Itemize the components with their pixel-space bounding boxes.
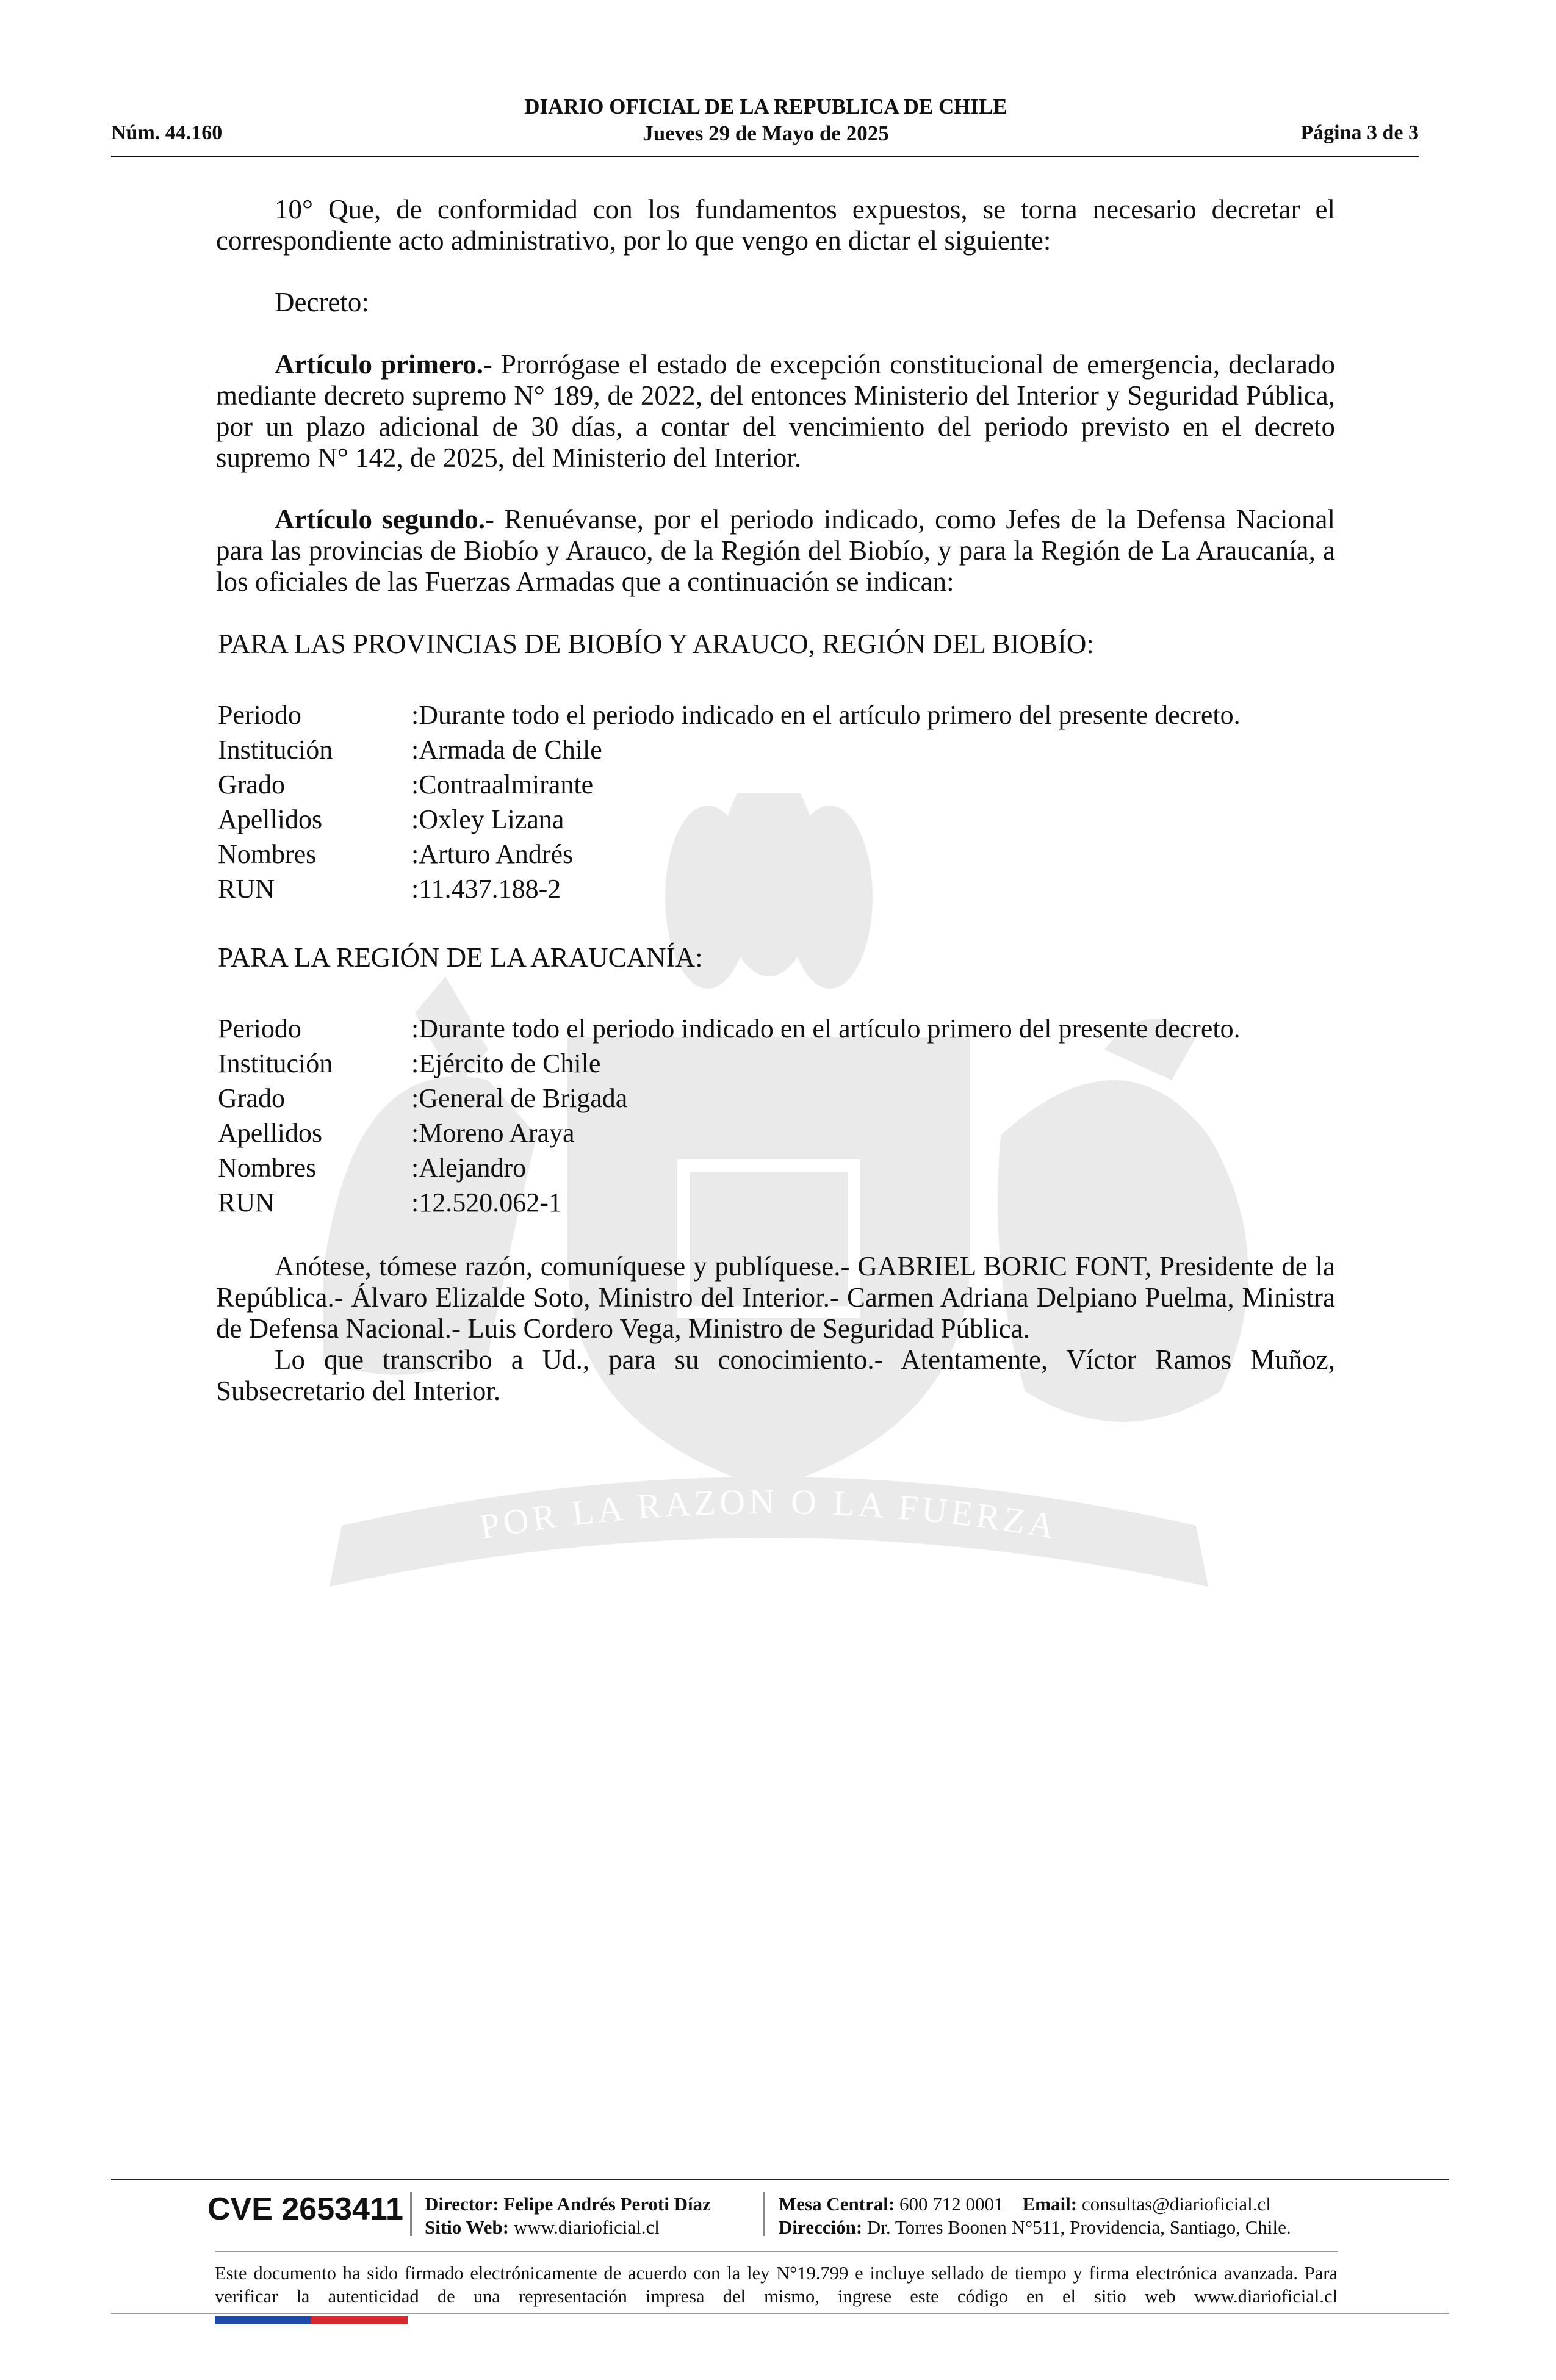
closing-paragraph <box>216 1251 1335 1344</box>
field-label: Grado <box>218 1083 285 1113</box>
footer-mid-divider <box>215 2251 1338 2252</box>
site-line <box>425 2215 660 2239</box>
article-first-label: Artículo primero.- <box>275 349 492 380</box>
section-1-row <box>218 837 573 871</box>
paragraph-10-text: 10° Que, de conformidad con los fundamentos expuestos, se torna necesario decretar el correspondiente acto administrativo, por lo que vengo en dictar el siguiente: <box>216 194 1335 256</box>
section-2-row <box>218 1011 1241 1046</box>
field-value: :Ejército de Chile <box>411 1048 601 1078</box>
section-1-row <box>218 767 593 802</box>
flag-stripe-blue <box>215 2316 311 2324</box>
section-1-heading: PARA LAS PROVINCIAS DE BIOBÍO Y ARAUCO, REGIÓN DEL BIOBÍO: <box>218 629 1094 659</box>
article-second-label: Artículo segundo.- <box>275 504 494 535</box>
field-label: RUN <box>218 1188 275 1217</box>
director-label: Director: <box>425 2193 499 2215</box>
decreto-heading <box>216 287 1335 318</box>
header-divider <box>111 156 1419 157</box>
email-label: Email: <box>1022 2193 1078 2215</box>
field-value: :Durante todo el periodo indicado en el artículo primero del presente decreto. <box>411 700 1241 730</box>
field-label: Institución <box>218 735 333 765</box>
field-label: Periodo <box>218 1014 301 1044</box>
gazette-title: DIARIO OFICIAL DE LA REPUBLICA DE CHILE <box>524 95 1007 118</box>
field-value: :Moreno Araya <box>411 1118 575 1148</box>
article-second <box>216 504 1335 597</box>
field-label: RUN <box>218 874 275 904</box>
transcription-paragraph <box>216 1344 1335 1407</box>
transcription-text: Lo que transcribo a Ud., para su conocimiento.- Atentamente, Víctor Ramos Muñoz, Subsecretario del Interior. <box>216 1344 1335 1406</box>
address-line <box>779 2215 1291 2239</box>
field-label: Apellidos <box>218 804 323 834</box>
field-value: :Oxley Lizana <box>411 804 564 834</box>
field-label: Nombres <box>218 1153 317 1183</box>
cve-code: CVE 2653411 <box>207 2191 403 2227</box>
email-link[interactable]: consultas@diarioficial.cl <box>1081 2193 1271 2215</box>
flag-stripe-red <box>311 2316 408 2324</box>
address-label: Dirección: <box>779 2216 863 2238</box>
section-2-row <box>218 1150 526 1185</box>
issue-number: Núm. 44.160 <box>111 121 223 144</box>
field-value: :Arturo Andrés <box>411 839 574 869</box>
footer-bottom-divider <box>111 2313 1449 2314</box>
article-first <box>216 349 1335 474</box>
director-line <box>425 2192 711 2216</box>
address-value: Dr. Torres Boonen N°511, Providencia, Santiago, Chile. <box>866 2216 1291 2238</box>
field-value: :Armada de Chile <box>411 735 602 765</box>
field-value: :Durante todo el periodo indicado en el artículo primero del presente decreto. <box>411 1014 1241 1044</box>
footer-top-divider <box>111 2179 1449 2180</box>
section-1-row <box>218 732 602 767</box>
field-value: :General de Brigada <box>411 1083 628 1113</box>
field-label: Grado <box>218 770 285 799</box>
field-value: :12.520.062-1 <box>411 1188 562 1217</box>
paragraph-10 <box>216 194 1335 256</box>
field-label: Apellidos <box>218 1118 323 1148</box>
section-1-row <box>218 871 561 906</box>
watermark-motto: POR LA RAZON O LA FUERZA <box>477 1481 1061 1547</box>
site-label: Sitio Web: <box>425 2216 510 2238</box>
page-indicator: Página 3 de 3 <box>1300 121 1419 144</box>
decreto-label: Decreto: <box>275 287 369 317</box>
field-label: Periodo <box>218 700 301 730</box>
field-label: Institución <box>218 1048 333 1078</box>
section-2-row <box>218 1046 600 1081</box>
footer-separator <box>410 2192 412 2236</box>
section-1-row <box>218 698 1241 732</box>
field-label: Nombres <box>218 839 317 869</box>
section-2-row <box>218 1185 562 1220</box>
legal-notice: Este documento ha sido firmado electrónicamente de acuerdo con la ley N°19.799 e incluye sellado de tiempo y firma electrónica avanzada. Para verificar la autenticidad de una representación impresa del mismo, ingrese este código en el sitio web www.diarioficial.cl <box>215 2263 1338 2307</box>
field-value: :11.437.188-2 <box>411 874 561 904</box>
section-2-heading: PARA LA REGIÓN DE LA ARAUCANÍA: <box>218 942 703 973</box>
article-second-text: Renuévanse, por el periodo indicado, como Jefes de la Defensa Nacional para las provincias de Biobío y Arauco, de la Región del Biobío, y para la Región de La Araucanía, a los oficiales de las Fuerzas Armadas que a continuación se indican: <box>216 504 1336 597</box>
issue-date: Jueves 29 de Mayo de 2025 <box>643 121 889 145</box>
field-value: :Alejandro <box>411 1153 527 1183</box>
site-link[interactable]: www.diarioficial.cl <box>513 2216 660 2238</box>
closing-text: Anótese, tómese razón, comuníquese y publíquese.- GABRIEL BORIC FONT, Presidente de la República.- Álvaro Elizalde Soto, Ministro del Interior.- Carmen Adriana Delpiano Puelma, Ministra de Defensa Nacional.- Luis Cordero Vega, Ministro de Seguridad Pública. <box>216 1251 1335 1344</box>
mesa-label: Mesa Central: <box>779 2193 895 2215</box>
section-2-row <box>218 1081 627 1116</box>
director-name: Felipe Andrés Peroti Díaz <box>503 2193 711 2215</box>
mesa-phone: 600 712 0001 <box>899 2193 1004 2215</box>
article-first-text: Prorrógase el estado de excepción constitucional de emergencia, declarado mediante decreto supremo N° 189, de 2022, del entonces Ministerio del Interior y Seguridad Pública, por un plazo adicional de 30 días, a contar del vencimiento del periodo previsto en el decreto supremo N° 142, de 2025, del Ministerio del Interior. <box>216 349 1335 473</box>
field-value: :Contraalmirante <box>411 770 594 799</box>
section-1-row <box>218 802 564 837</box>
section-2-row <box>218 1116 575 1150</box>
footer-separator <box>763 2192 765 2236</box>
coat-of-arms-watermark <box>171 793 1367 1678</box>
contact-line <box>779 2192 1271 2216</box>
